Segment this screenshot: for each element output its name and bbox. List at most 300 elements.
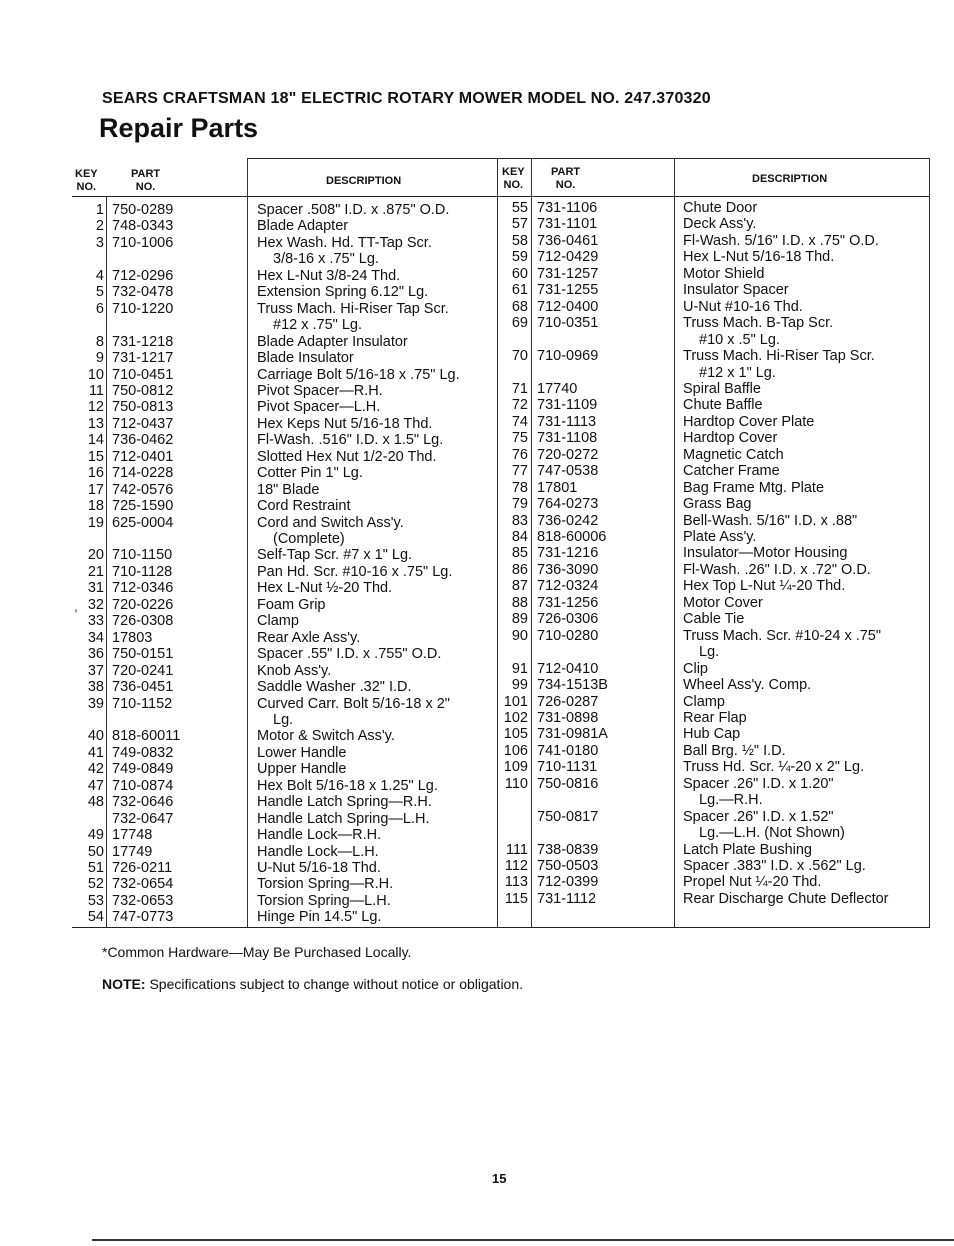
- part-number: 731-1101: [537, 216, 598, 233]
- part-description: Deck Ass'y.: [683, 216, 757, 233]
- table-row: [0, 644, 954, 661]
- key-number: 3: [95, 234, 104, 251]
- part-number: 731-1108: [537, 430, 598, 447]
- key-number: 47: [87, 777, 104, 794]
- table-row: [0, 726, 954, 743]
- part-number: 736-0451: [112, 679, 174, 696]
- part-description: Latch Plate Bushing: [683, 841, 812, 858]
- part-description: Cable Tie: [683, 611, 745, 628]
- key-number: 41: [87, 744, 104, 761]
- key-number: 36: [87, 646, 104, 663]
- table-row: [0, 381, 954, 398]
- part-description: Lower Handle: [257, 744, 347, 761]
- part-description: Spacer .26" I.D. x 1.20": [683, 775, 834, 792]
- table-row: [0, 874, 954, 891]
- part-number: 710-0969: [537, 348, 599, 365]
- key-number: 53: [87, 892, 104, 909]
- key-number: 20: [87, 547, 104, 564]
- part-number: 750-0812: [112, 382, 174, 399]
- key-number: 70: [511, 348, 528, 365]
- key-number: 59: [511, 249, 528, 266]
- table-row: [0, 710, 954, 727]
- key-number: 68: [511, 298, 528, 315]
- key-number: 50: [87, 843, 104, 860]
- table-row: [0, 480, 954, 497]
- part-number: 732-0478: [112, 284, 174, 301]
- part-description: Pan Hd. Scr. #10-16 x .75" Lg.: [257, 563, 453, 580]
- part-description: Spacer .383" I.D. x .562" Lg.: [683, 858, 866, 874]
- part-description: Lg.: [699, 644, 720, 661]
- key-number: 19: [87, 514, 104, 531]
- table-row: [0, 447, 954, 464]
- key-number: 110: [504, 775, 528, 792]
- key-number: 14: [87, 432, 104, 449]
- table-row: [0, 414, 954, 431]
- part-number: 720-0272: [537, 446, 599, 463]
- part-description: Catcher Frame: [683, 463, 780, 480]
- part-number: 712-0410: [537, 660, 599, 677]
- table-row: [0, 266, 954, 283]
- part-description: Hex L-Nut 3/8-24 Thd.: [257, 267, 401, 284]
- table-bottom-rule: [72, 927, 930, 928]
- part-number: 710-1006: [112, 234, 174, 251]
- part-description: Blade Adapter Insulator: [257, 333, 408, 350]
- table-row: [0, 397, 954, 414]
- part-number: 712-0324: [537, 578, 599, 595]
- table-row: [0, 595, 954, 612]
- part-number: 17803: [112, 629, 153, 646]
- part-description: Handle Latch Spring—R.H.: [257, 794, 432, 811]
- key-number: 74: [511, 413, 528, 430]
- table-row: [0, 792, 954, 809]
- part-description: Rear Axle Ass'y.: [257, 629, 361, 646]
- part-description: Propel Nut ¼-20 Thd.: [683, 874, 822, 891]
- key-number: 101: [503, 693, 528, 710]
- table-row: [0, 463, 954, 480]
- model-heading: SEARS CRAFTSMAN 18" ELECTRIC ROTARY MOWER MODEL NO. 247.370320: [102, 90, 711, 107]
- part-number: 736-0242: [537, 512, 599, 529]
- part-description: Lg.—L.H. (Not Shown): [699, 825, 845, 842]
- key-number: 48: [87, 794, 104, 811]
- key-number: 79: [511, 496, 528, 513]
- part-description: Hex Bolt 5/16-18 x 1.25" Lg.: [257, 777, 438, 794]
- header-bottom-rule: [72, 196, 930, 197]
- part-number: 731-1109: [537, 397, 598, 414]
- key-number: 37: [87, 662, 104, 679]
- part-description: Knob Ass'y.: [257, 662, 332, 679]
- part-description: #12 x 1" Lg.: [699, 364, 776, 381]
- part-number: 720-0226: [112, 596, 174, 613]
- part-number: 17749: [112, 843, 153, 860]
- common-hardware-note: *Common Hardware—May Be Purchased Locally.: [102, 944, 412, 960]
- table-row: [0, 332, 954, 349]
- part-number: 714-0228: [112, 465, 174, 482]
- part-number: 731-1218: [112, 333, 174, 350]
- part-description: Clamp: [683, 693, 725, 710]
- part-number: 710-0451: [112, 366, 174, 383]
- key-number: 102: [503, 709, 528, 726]
- specifications-note: [102, 976, 523, 992]
- part-description: Hinge Pin 14.5" Lg.: [257, 909, 382, 926]
- key-number: 115: [504, 890, 528, 907]
- part-description: Insulator—Motor Housing: [683, 545, 848, 562]
- key-number: 89: [511, 611, 528, 628]
- part-description: Saddle Washer .32" I.D.: [257, 679, 412, 696]
- part-number: 710-1220: [112, 300, 174, 317]
- part-description: Pivot Spacer—L.H.: [257, 399, 381, 416]
- key-number: 5: [95, 284, 104, 301]
- note-label: NOTE:: [102, 976, 146, 992]
- part-description: Plate Ass'y.: [683, 529, 757, 545]
- key-number: 1: [95, 202, 104, 218]
- key-number: 106: [503, 742, 528, 759]
- part-description: Slotted Hex Nut 1/2-20 Thd.: [257, 448, 437, 465]
- part-description: U-Nut #10-16 Thd.: [683, 298, 803, 315]
- part-description: Curved Carr. Bolt 5/16-18 x 2": [257, 695, 450, 712]
- part-description: 3/8-16 x .75" Lg.: [273, 251, 379, 268]
- key-number: 90: [511, 627, 528, 644]
- left-description-header: DESCRIPTION: [326, 175, 402, 187]
- key-number: 57: [511, 216, 528, 233]
- part-description: Motor Shield: [683, 265, 765, 282]
- part-number: 731-1112: [537, 890, 597, 907]
- key-number: 58: [511, 232, 528, 249]
- table-row: [0, 611, 954, 628]
- part-description: Handle Latch Spring—L.H.: [257, 810, 430, 827]
- part-description: Extension Spring 6.12" Lg.: [257, 284, 429, 301]
- part-number: 725-1590: [112, 498, 174, 515]
- part-number: 738-0839: [537, 841, 599, 858]
- part-description: Cord Restraint: [257, 498, 351, 515]
- part-number: 750-0151: [112, 646, 174, 663]
- part-description: Spacer .55" I.D. x .755" O.D.: [257, 646, 442, 663]
- key-number: 71: [511, 380, 528, 397]
- part-number: 720-0241: [112, 662, 174, 679]
- key-number: 16: [87, 465, 104, 482]
- part-description: Motor Cover: [683, 594, 763, 611]
- right-part-header: PART NO.: [551, 166, 581, 191]
- part-number: 625-0004: [112, 514, 174, 531]
- part-number: 710-1128: [112, 563, 173, 580]
- part-number: 742-0576: [112, 481, 174, 498]
- part-description: Lg.—R.H.: [699, 792, 763, 809]
- table-row: [0, 909, 954, 926]
- part-number: 732-0646: [112, 794, 174, 811]
- key-number: 75: [511, 430, 528, 447]
- part-number: 726-0308: [112, 613, 174, 630]
- part-description: 18" Blade: [257, 481, 320, 498]
- part-number: 710-0280: [537, 627, 599, 644]
- part-description: Hex Wash. Hd. TT-Tap Scr.: [257, 234, 432, 251]
- table-row: [0, 842, 954, 859]
- table-row: [0, 628, 954, 645]
- part-description: Hardtop Cover Plate: [683, 413, 815, 430]
- part-number: 732-0653: [112, 892, 174, 909]
- table-row: [0, 759, 954, 776]
- key-number: 15: [87, 448, 104, 465]
- table-row: [0, 743, 954, 760]
- key-number: 85: [511, 545, 528, 562]
- key-number: 2: [95, 218, 104, 235]
- part-description: Spacer .508" I.D. x .875" O.D.: [257, 202, 450, 218]
- key-number: 78: [511, 479, 528, 496]
- part-number: 710-1152: [112, 695, 173, 712]
- part-number: 731-1255: [537, 282, 599, 299]
- part-description: Hardtop Cover: [683, 430, 778, 447]
- key-number: 49: [87, 827, 104, 844]
- part-number: 731-1217: [112, 350, 174, 367]
- table-row: [0, 825, 954, 842]
- part-number: 731-1106: [537, 200, 598, 216]
- table-row: [0, 315, 954, 332]
- part-number: 734-1513B: [537, 677, 608, 694]
- key-number: 83: [511, 512, 528, 529]
- key-number: 8: [95, 333, 104, 350]
- key-number: 61: [511, 282, 528, 299]
- part-number: 736-0462: [112, 432, 174, 449]
- key-number: 111: [505, 841, 528, 858]
- part-description: Rear Discharge Chute Deflector: [683, 890, 889, 907]
- key-number: 31: [87, 580, 104, 597]
- part-number: 17801: [537, 479, 578, 496]
- right-description-header: DESCRIPTION: [752, 173, 828, 185]
- part-description: Truss Mach. Hi-Riser Tap Scr.: [257, 300, 449, 317]
- key-number: 113: [504, 874, 528, 891]
- table-row: [0, 365, 954, 382]
- key-number: 17: [87, 481, 104, 498]
- part-number: 750-0813: [112, 399, 174, 416]
- part-number: 726-0306: [537, 611, 599, 628]
- part-description: Rear Flap: [683, 709, 747, 726]
- part-description: Lg.: [273, 711, 294, 728]
- part-description: Fl-Wash. .516" I.D. x 1.5" Lg.: [257, 432, 444, 449]
- table-row: [0, 496, 954, 513]
- table-row: [0, 661, 954, 678]
- part-description: Blade Insulator: [257, 350, 354, 367]
- table-row: [0, 809, 954, 826]
- key-number: 9: [95, 350, 104, 367]
- key-number: 10: [87, 366, 104, 383]
- part-description: #10 x .5" Lg.: [699, 331, 780, 348]
- right-key-header: KEY NO.: [502, 166, 525, 191]
- part-description: Torsion Spring—R.H.: [257, 876, 394, 893]
- part-description: Hex L-Nut ½-20 Thd.: [257, 580, 393, 597]
- part-number: 731-0981A: [537, 726, 608, 743]
- key-number: 52: [87, 876, 104, 893]
- part-number: 750-0817: [537, 808, 599, 825]
- part-description: Clip: [683, 660, 708, 677]
- table-row: [0, 694, 954, 711]
- part-number: 731-1256: [537, 594, 599, 611]
- part-description: Torsion Spring—L.H.: [257, 892, 391, 909]
- part-description: Ball Brg. ½" I.D.: [683, 742, 786, 759]
- part-number: 17740: [537, 380, 578, 397]
- part-number: 818-60006: [537, 529, 607, 545]
- part-number: 712-0346: [112, 580, 174, 597]
- part-description: Handle Lock—L.H.: [257, 843, 379, 860]
- table-top-rule: [248, 158, 930, 159]
- key-number: 112: [504, 858, 528, 874]
- key-number: 91: [511, 660, 528, 677]
- note-text: Specifications subject to change without notice or obligation.: [145, 976, 524, 992]
- part-description: Cord and Switch Ass'y.: [257, 514, 404, 531]
- part-number: 726-0211: [112, 860, 173, 876]
- key-number: 12: [87, 399, 104, 416]
- part-description: Chute Baffle: [683, 397, 763, 414]
- part-number: 712-0296: [112, 267, 174, 284]
- part-description: Blade Adapter: [257, 218, 349, 235]
- part-number: 764-0273: [537, 496, 599, 513]
- key-number: 84: [511, 529, 528, 545]
- key-number: 51: [87, 860, 104, 876]
- key-number: 18: [87, 498, 104, 515]
- part-description: U-Nut 5/16-18 Thd.: [257, 860, 381, 876]
- table-row: [0, 891, 954, 908]
- part-description: Upper Handle: [257, 761, 347, 778]
- key-number: 60: [511, 265, 528, 282]
- part-description: Wheel Ass'y. Comp.: [683, 677, 812, 694]
- table-row: [0, 578, 954, 595]
- key-number: 38: [87, 679, 104, 696]
- part-number: 712-0437: [112, 415, 174, 432]
- key-number: 42: [87, 761, 104, 778]
- bottom-rule: [92, 1239, 954, 1241]
- part-number: 750-0289: [112, 202, 174, 218]
- key-number: 76: [511, 446, 528, 463]
- part-number: 736-0461: [537, 232, 599, 249]
- part-description: Clamp: [257, 613, 299, 630]
- part-number: 748-0343: [112, 218, 174, 235]
- part-number: 710-1150: [112, 547, 173, 564]
- part-number: 736-3090: [537, 561, 599, 578]
- key-number: 40: [87, 728, 104, 745]
- table-row: [0, 299, 954, 316]
- part-description: Spacer .26" I.D. x 1.52": [683, 808, 834, 825]
- part-description: #12 x .75" Lg.: [273, 317, 362, 334]
- table-row: [0, 858, 954, 875]
- part-number: 712-0400: [537, 298, 599, 315]
- part-description: Pivot Spacer—R.H.: [257, 382, 383, 399]
- part-description: Motor & Switch Ass'y.: [257, 728, 395, 745]
- part-number: 741-0180: [537, 742, 599, 759]
- part-number: 712-0429: [537, 249, 599, 266]
- part-number: 17748: [112, 827, 153, 844]
- part-description: Insulator Spacer: [683, 282, 789, 299]
- key-number: 4: [95, 267, 104, 284]
- left-key-header: KEY NO.: [75, 168, 98, 193]
- part-description: Cotter Pin 1" Lg.: [257, 465, 363, 482]
- table-row: [0, 430, 954, 447]
- key-number: 99: [511, 677, 528, 694]
- part-description: Bag Frame Mtg. Plate: [683, 479, 825, 496]
- key-number: 105: [503, 726, 528, 743]
- part-description: Fl-Wash. 5/16" I.D. x .75" O.D.: [683, 232, 879, 249]
- page-title: Repair Parts: [99, 113, 259, 143]
- part-description: Chute Door: [683, 200, 758, 216]
- table-row: [0, 216, 954, 233]
- part-description: Spiral Baffle: [683, 380, 761, 397]
- part-description: Hex Keps Nut 5/16-18 Thd.: [257, 415, 433, 432]
- key-number: 33: [87, 613, 104, 630]
- key-number: 88: [511, 594, 528, 611]
- table-row: [0, 562, 954, 579]
- page-number: 15: [492, 1171, 507, 1186]
- part-description: Bell-Wash. 5/16" I.D. x .88": [683, 512, 858, 529]
- part-description: Truss Hd. Scr. ¼-20 x 2" Lg.: [683, 759, 865, 776]
- part-number: 732-0647: [112, 810, 174, 827]
- part-number: 731-1216: [537, 545, 599, 562]
- key-number: 34: [87, 629, 104, 646]
- stray-mark: ,: [74, 598, 78, 614]
- key-number: 72: [511, 397, 528, 414]
- table-row: [0, 513, 954, 530]
- part-description: Self-Tap Scr. #7 x 1" Lg.: [257, 547, 413, 564]
- part-number: 731-1113: [537, 413, 597, 430]
- part-description: Foam Grip: [257, 596, 326, 613]
- table-row: [0, 529, 954, 546]
- key-number: 32: [87, 596, 104, 613]
- part-description: (Complete): [273, 531, 345, 547]
- key-number: 55: [511, 200, 528, 216]
- part-number: 731-1257: [537, 265, 599, 282]
- part-number: 710-1131: [537, 759, 598, 776]
- key-number: 77: [511, 463, 528, 480]
- part-description: Hex Top L-Nut ¼-20 Thd.: [683, 578, 846, 595]
- table-row: [0, 200, 954, 217]
- part-description: Magnetic Catch: [683, 446, 784, 463]
- table-row: [0, 545, 954, 562]
- part-description: Truss Mach. Scr. #10-24 x .75": [683, 627, 882, 644]
- part-description: Grass Bag: [683, 496, 752, 513]
- key-number: 109: [503, 759, 528, 776]
- part-description: Fl-Wash. .26" I.D. x .72" O.D.: [683, 561, 871, 578]
- key-number: 6: [95, 300, 104, 317]
- part-number: 731-0898: [537, 709, 599, 726]
- part-description: Hub Cap: [683, 726, 741, 743]
- part-number: 747-0773: [112, 909, 174, 926]
- part-number: 710-0874: [112, 777, 174, 794]
- table-row: [0, 348, 954, 365]
- key-number: 13: [87, 415, 104, 432]
- part-number: 749-0849: [112, 761, 174, 778]
- key-number: 86: [511, 561, 528, 578]
- part-number: 712-0401: [112, 448, 174, 465]
- part-description: Hex L-Nut 5/16-18 Thd.: [683, 249, 835, 266]
- key-number: 11: [88, 382, 104, 399]
- left-part-header: PART NO.: [131, 168, 161, 193]
- part-number: 750-0503: [537, 858, 599, 874]
- key-number: 21: [87, 563, 104, 580]
- table-row: [0, 677, 954, 694]
- table-row: [0, 282, 954, 299]
- part-number: 726-0287: [537, 693, 599, 710]
- key-number: 39: [87, 695, 104, 712]
- key-number: 69: [511, 315, 528, 332]
- part-description: Truss Mach. B-Tap Scr.: [683, 315, 834, 332]
- key-number: 87: [511, 578, 528, 595]
- part-description: Handle Lock—R.H.: [257, 827, 382, 844]
- part-number: 732-0654: [112, 876, 174, 893]
- part-description: Carriage Bolt 5/16-18 x .75" Lg.: [257, 366, 460, 383]
- part-number: 750-0816: [537, 775, 599, 792]
- key-number: 54: [87, 909, 104, 926]
- part-number: 818-60011: [112, 728, 181, 745]
- part-number: 710-0351: [537, 315, 599, 332]
- table-row: [0, 249, 954, 266]
- part-number: 749-0832: [112, 744, 174, 761]
- part-number: 747-0538: [537, 463, 599, 480]
- table-row: [0, 776, 954, 793]
